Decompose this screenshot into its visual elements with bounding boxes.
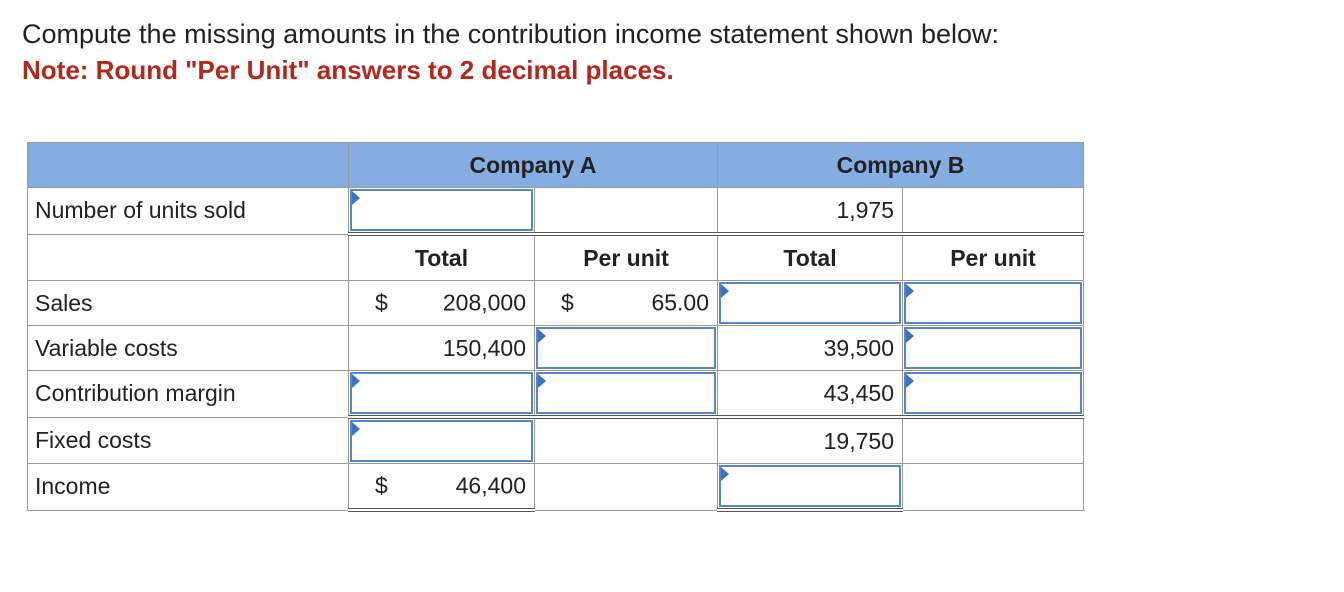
company-a-sales-per-unit-value: 65.00: [651, 289, 709, 316]
contribution-income-statement: [27, 142, 1084, 512]
empty-cell: [535, 417, 718, 464]
dollar-sign: $: [375, 289, 388, 316]
contribution-margin-row: [28, 371, 1084, 418]
company-a-units-cell: [349, 188, 535, 235]
company-a-per-unit-header: Per unit: [535, 234, 718, 281]
fixed-costs-label: Fixed costs: [28, 417, 349, 464]
company-a-variable-costs-per-unit-input[interactable]: [536, 327, 716, 369]
company-a-income-total-value: 46,400: [455, 472, 526, 499]
company-b-income-total-input[interactable]: [719, 465, 901, 507]
company-b-sales-total-input[interactable]: [719, 282, 901, 324]
company-a-header: Company A: [349, 143, 718, 188]
sales-label: Sales: [28, 281, 349, 326]
company-b-income-total-cell: [718, 464, 903, 511]
empty-cell: [903, 417, 1084, 464]
empty-cell: [535, 464, 718, 511]
company-a-contribution-margin-per-unit-cell: [535, 371, 718, 418]
income-label: Income: [28, 464, 349, 511]
variable-costs-row: [28, 326, 1084, 371]
company-b-fixed-costs-total: 19,750: [718, 417, 903, 464]
company-a-contribution-margin-total-cell: [349, 371, 535, 418]
company-b-units-value: 1,975: [718, 188, 903, 235]
sales-row: [28, 281, 1084, 326]
fixed-costs-row: [28, 417, 1084, 464]
units-row: [28, 188, 1084, 235]
income-row: [28, 464, 1084, 511]
empty-cell: [903, 188, 1084, 235]
dollar-sign: $: [375, 472, 388, 499]
contribution-margin-label: Contribution margin: [28, 371, 349, 418]
question-prompt: Compute the missing amounts in the contribution income statement shown below:: [22, 19, 1000, 49]
company-b-total-header: Total: [718, 234, 903, 281]
company-a-fixed-costs-total-input[interactable]: [350, 420, 533, 462]
company-a-sales-per-unit: [535, 281, 718, 326]
dollar-sign: $: [561, 289, 574, 316]
variable-costs-label: Variable costs: [28, 326, 349, 371]
rounding-note: Note: Round "Per Unit" answers to 2 decimal places.: [22, 55, 674, 85]
company-b-sales-per-unit-cell: [903, 281, 1084, 326]
company-a-income-total: [349, 464, 535, 511]
empty-cell: [535, 188, 718, 235]
company-b-sales-total-cell: [718, 281, 903, 326]
company-a-units-input[interactable]: [350, 189, 533, 231]
company-a-variable-costs-per-unit-cell: [535, 326, 718, 371]
empty-cell: [903, 464, 1084, 511]
company-b-contribution-margin-per-unit-cell: [903, 371, 1084, 418]
company-b-contribution-margin-per-unit-input[interactable]: [904, 372, 1082, 414]
company-a-sales-total-value: 208,000: [442, 289, 526, 316]
units-label: Number of units sold: [28, 188, 349, 235]
company-header-row: [28, 143, 1084, 188]
company-a-sales-total: [349, 281, 535, 326]
header-blank-cell: [28, 143, 349, 188]
company-a-total-header: Total: [349, 234, 535, 281]
company-b-per-unit-header: Per unit: [903, 234, 1084, 281]
company-b-variable-costs-total: 39,500: [718, 326, 903, 371]
company-a-fixed-costs-total-cell: [349, 417, 535, 464]
company-a-variable-costs-total: 150,400: [349, 326, 535, 371]
column-header-row: [28, 234, 1084, 281]
empty-cell: [28, 234, 349, 281]
company-b-contribution-margin-total: 43,450: [718, 371, 903, 418]
company-b-variable-costs-per-unit-cell: [903, 326, 1084, 371]
company-a-contribution-margin-per-unit-input[interactable]: [536, 372, 716, 414]
company-b-variable-costs-per-unit-input[interactable]: [904, 327, 1082, 369]
company-b-sales-per-unit-input[interactable]: [904, 282, 1082, 324]
company-b-header: Company B: [718, 143, 1084, 188]
company-a-contribution-margin-total-input[interactable]: [350, 372, 533, 414]
